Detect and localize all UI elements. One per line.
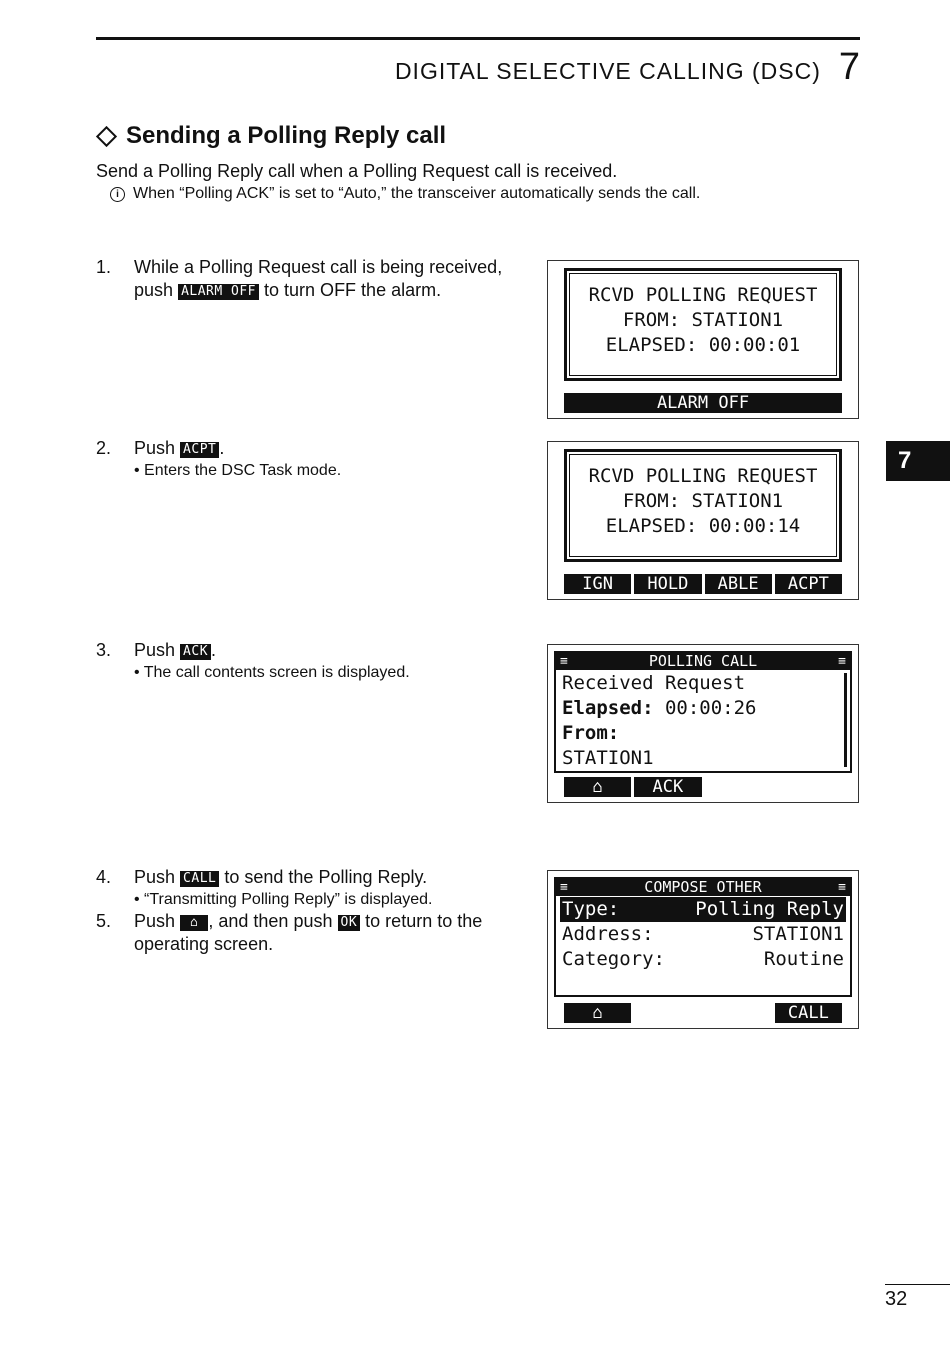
- note: [110, 185, 700, 203]
- from-label: From:: [562, 722, 620, 744]
- step-text: Push: [134, 867, 176, 887]
- lcd-message-box: [564, 449, 842, 562]
- lcd-line: ELAPSED: 00:00:14: [605, 515, 801, 537]
- screen-title-text: POLLING CALL: [648, 652, 758, 670]
- info-icon: i: [110, 187, 125, 202]
- softkey-hold[interactable]: HOLD: [634, 574, 701, 594]
- chapter-title: DIGITAL SELECTIVE CALLING (DSC): [394, 58, 821, 84]
- step-subtext: • Enters the DSC Task mode.: [134, 462, 342, 479]
- type-row[interactable]: [560, 897, 846, 922]
- softkey-bar: [564, 777, 842, 797]
- category-row[interactable]: [562, 947, 844, 972]
- softkey-acpt[interactable]: ACPT: [775, 574, 842, 594]
- section-title-text: Sending a Polling Reply call: [126, 122, 447, 149]
- step-text: Push: [134, 640, 176, 660]
- softkey-alarm-off[interactable]: ALARM OFF: [564, 393, 842, 413]
- step-text: Push: [134, 911, 176, 931]
- softkey-bar: [564, 393, 842, 413]
- page-number: 32: [885, 1288, 908, 1310]
- softkey-home[interactable]: [564, 1003, 631, 1023]
- chapter-side-tab: 7: [886, 441, 950, 481]
- softkey-empty: [634, 1003, 701, 1023]
- lcd-line: RCVD POLLING REQUEST: [588, 284, 818, 306]
- home-icon: ⌂: [592, 777, 603, 797]
- softkey-able[interactable]: ABLE: [705, 574, 772, 594]
- row-label: Category:: [562, 948, 665, 970]
- step-text: to return to the operating screen.: [134, 911, 483, 954]
- home-icon: ⌂: [180, 915, 208, 931]
- screen-title: [556, 879, 850, 896]
- softkey-call[interactable]: CALL: [775, 1003, 842, 1023]
- received-request-row: Received Request: [562, 672, 746, 694]
- softkey-bar: [564, 574, 842, 594]
- intro-text: Send a Polling Reply call when a Polling Request call is received.: [96, 161, 618, 181]
- step-text: Push: [134, 438, 176, 458]
- lcd-line: FROM: STATION1: [622, 309, 784, 331]
- step-text: , and then push: [208, 911, 333, 931]
- row-value: STATION1: [752, 923, 844, 945]
- step-3: [96, 639, 534, 684]
- softkey-empty: [775, 777, 842, 797]
- lcd-screen-3: [547, 644, 859, 803]
- address-row[interactable]: [562, 922, 844, 947]
- softkey-ign[interactable]: IGN: [564, 574, 631, 594]
- top-rule: [96, 37, 860, 40]
- row-label: Type:: [562, 898, 620, 920]
- section-title: [96, 122, 446, 150]
- step-number: 1.: [96, 257, 112, 277]
- step-5: [96, 910, 534, 956]
- ok-key: OK: [338, 915, 361, 931]
- alarm-off-key: ALARM OFF: [178, 284, 259, 300]
- chapter-number: 7: [838, 46, 860, 88]
- step-2: [96, 437, 534, 482]
- softkey-home[interactable]: [564, 777, 631, 797]
- lcd-message-box: [564, 268, 842, 381]
- step-1: [96, 256, 534, 302]
- lcd-line: FROM: STATION1: [622, 490, 784, 512]
- note-text: When “Polling ACK” is set to “Auto,” the transceiver automatically sends the call.: [133, 185, 701, 202]
- acpt-key: ACPT: [180, 442, 219, 458]
- step-text: .: [211, 640, 217, 660]
- step-text: While a Polling Request call is being received, push: [134, 257, 503, 300]
- lcd-line: ELAPSED: 00:00:01: [605, 334, 801, 356]
- elapsed-label: Elapsed:: [562, 697, 654, 719]
- page-header: [395, 46, 860, 89]
- from-value-row: STATION1: [562, 747, 654, 769]
- list-frame: [554, 877, 852, 997]
- elapsed-value: 00:00:26: [664, 697, 757, 719]
- from-label-row: [562, 721, 844, 746]
- lcd-screen-1: [547, 260, 859, 419]
- menu-icon: ≡: [838, 880, 846, 895]
- screen-title-text: COMPOSE OTHER: [644, 878, 762, 896]
- lcd-line: RCVD POLLING REQUEST: [588, 465, 818, 487]
- call-key: CALL: [180, 871, 219, 887]
- list-frame: [554, 651, 852, 773]
- menu-icon: ≡: [838, 654, 846, 669]
- softkey-ack[interactable]: ACK: [634, 777, 701, 797]
- row-label: Address:: [562, 923, 654, 945]
- step-number: 2.: [96, 438, 112, 458]
- step-4: [96, 866, 534, 911]
- scrollbar: [844, 673, 847, 767]
- menu-icon: ≡: [560, 880, 568, 895]
- lcd-screen-2: [547, 441, 859, 600]
- step-text: to turn OFF the alarm.: [264, 280, 442, 300]
- softkey-empty: [705, 1003, 772, 1023]
- step-text: .: [219, 438, 225, 458]
- row-value: Polling Reply: [695, 898, 844, 920]
- step-number: 5.: [96, 911, 112, 931]
- bottom-rule: [885, 1284, 950, 1285]
- step-text: to send the Polling Reply.: [224, 867, 428, 887]
- elapsed-row: [562, 696, 844, 721]
- menu-icon: ≡: [560, 654, 568, 669]
- step-number: 4.: [96, 867, 112, 887]
- home-icon: ⌂: [592, 1003, 603, 1023]
- ack-key: ACK: [180, 644, 211, 660]
- screen-title: [556, 653, 850, 670]
- softkey-bar: [564, 1003, 842, 1023]
- step-number: 3.: [96, 640, 112, 660]
- diamond-icon: [96, 125, 117, 146]
- step-subtext: • “Transmitting Polling Reply” is displayed.: [134, 891, 433, 908]
- row-value: Routine: [763, 948, 844, 970]
- lcd-screen-4: [547, 870, 859, 1029]
- softkey-empty: [705, 777, 772, 797]
- step-subtext: • The call contents screen is displayed.: [134, 664, 410, 681]
